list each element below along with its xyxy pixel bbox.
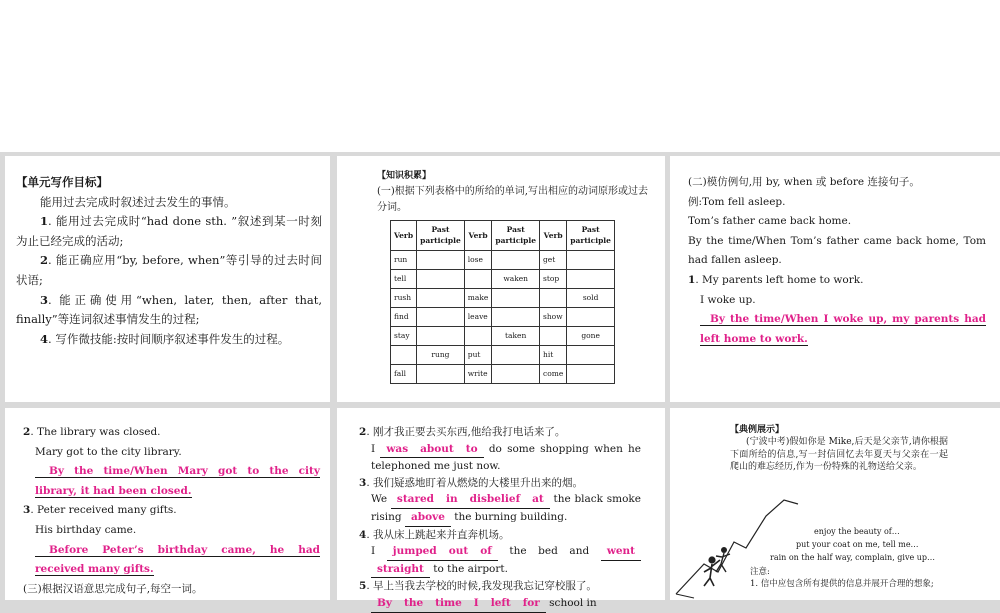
answer-blank[interactable]: above bbox=[405, 509, 451, 527]
table-header-row bbox=[391, 220, 615, 250]
goal-intro: 能用过去完成时叙述过去发生的事情。 bbox=[40, 194, 236, 209]
table-cell: make bbox=[464, 288, 492, 307]
goal-item-2: 2. 能正确应用“by, before, when”等引导的过去时间状语; bbox=[16, 253, 322, 287]
table-row bbox=[391, 364, 615, 383]
table-cell: get bbox=[540, 250, 567, 269]
example-line-3: By the time/When Tom’s father came back home, Tom had fallen asleep. bbox=[688, 234, 986, 267]
answer-blank[interactable]: was bbox=[380, 441, 414, 459]
answer-blank[interactable]: for bbox=[517, 595, 546, 613]
translation-completion-panel bbox=[337, 408, 665, 609]
sentence-5-english: By the time I left for school in bbox=[359, 595, 641, 613]
table-cell: come bbox=[540, 364, 567, 383]
answer-blank[interactable]: in bbox=[440, 491, 464, 509]
table-cell: stop bbox=[540, 269, 567, 288]
section-heading: 【知识积累】 bbox=[377, 171, 432, 181]
table-row bbox=[391, 250, 615, 269]
sentence-combining-panel bbox=[670, 156, 1000, 402]
table-cell bbox=[567, 307, 615, 326]
answer-blank[interactable]: jumped bbox=[387, 543, 443, 561]
answer-blank[interactable]: out bbox=[443, 543, 475, 561]
writing-prompt: (宁波中考)假如你是 Mike,后天是父亲节,请你根据下面所给的信息,写一封信回忆去年夏天与父亲在一起爬山的难忘经历,作为一份特殊的礼物送给父亲。 bbox=[730, 437, 948, 473]
knowledge-panel bbox=[337, 156, 665, 402]
col-header: Verb bbox=[391, 220, 417, 250]
hint-1: enjoy the beauty of… bbox=[814, 527, 900, 536]
table-cell: gone bbox=[567, 326, 615, 345]
table-cell bbox=[417, 326, 465, 345]
sentence-4-chinese: 4. 我从床上跳起来并直奔机场。 bbox=[359, 528, 510, 541]
table-cell: rush bbox=[391, 288, 417, 307]
col-header: Past participle bbox=[492, 220, 540, 250]
answer-3: Before Peter’s birthday came, he had received many gifts. bbox=[35, 543, 320, 576]
note-label: 注意: bbox=[750, 567, 770, 577]
table-row bbox=[391, 269, 615, 288]
table-cell: hit bbox=[540, 345, 567, 364]
sentence-2-chinese: 2. 刚才我正要去买东西,他给我打电话来了。 bbox=[359, 426, 566, 438]
goal-item-1: 1. 能用过去完成时“had done sth. ”叙述到某一时刻为止已经完成的活动; bbox=[16, 214, 322, 248]
table-row bbox=[391, 345, 615, 364]
table-cell: waken bbox=[492, 269, 540, 288]
answer-blank[interactable]: about bbox=[414, 441, 460, 459]
table-cell: taken bbox=[492, 326, 540, 345]
table-cell bbox=[492, 307, 540, 326]
goal-item-4: 4. 写作微技能:按时间顺序叙述事件发生的过程。 bbox=[40, 331, 290, 346]
table-cell: fall bbox=[391, 364, 417, 383]
table-cell: rung bbox=[417, 345, 465, 364]
table-cell: sold bbox=[567, 288, 615, 307]
table-row bbox=[391, 326, 615, 345]
table-cell bbox=[417, 250, 465, 269]
sentence-4-english: I jumped out of the bed and went straight to the airport. bbox=[359, 543, 641, 578]
section-heading: 【典例展示】 bbox=[730, 425, 785, 435]
answer-blank[interactable]: of bbox=[474, 543, 498, 561]
answer-2: By the time/When Mary got to the city library, it had been closed. bbox=[35, 465, 320, 497]
table-cell bbox=[567, 345, 615, 364]
table-cell: tell bbox=[391, 269, 417, 288]
top-blank-area bbox=[0, 0, 1000, 152]
table-cell: leave bbox=[464, 307, 492, 326]
hint-2: put your coat on me, tell me… bbox=[796, 540, 919, 549]
answer-blank[interactable]: left bbox=[485, 595, 517, 613]
table-cell bbox=[492, 345, 540, 364]
table-cell bbox=[464, 326, 492, 345]
sentence-2-english: I was about to do some shopping when he telephoned me just now. bbox=[371, 442, 641, 473]
table-cell bbox=[567, 364, 615, 383]
example-line-1: 例:Tom fell asleep. bbox=[688, 195, 786, 208]
model-example-panel bbox=[670, 408, 1000, 600]
table-cell bbox=[540, 288, 567, 307]
sentence-3-english: We stared in disbelief at the black smoke rising above the burning building. bbox=[359, 491, 641, 526]
col-header: Verb bbox=[540, 220, 567, 250]
sentence-combining-continued-panel bbox=[5, 408, 330, 600]
table-cell: stay bbox=[391, 326, 417, 345]
question-1-line-2: I woke up. bbox=[700, 293, 756, 306]
writing-goals-panel bbox=[5, 156, 330, 402]
table-cell bbox=[417, 288, 465, 307]
example-line-2: Tom’s father came back home. bbox=[688, 215, 852, 228]
table-cell bbox=[391, 345, 417, 364]
col-header: Past participle bbox=[567, 220, 615, 250]
table-cell bbox=[417, 307, 465, 326]
table-cell bbox=[540, 326, 567, 345]
table-cell bbox=[567, 250, 615, 269]
answer-blank[interactable]: I bbox=[468, 595, 485, 613]
table-cell: find bbox=[391, 307, 417, 326]
table-cell bbox=[492, 250, 540, 269]
question-2: 2. The library was closed. bbox=[23, 426, 161, 438]
table-cell: show bbox=[540, 307, 567, 326]
table-cell: run bbox=[391, 250, 417, 269]
verb-table bbox=[390, 220, 615, 384]
table-cell: put bbox=[464, 345, 492, 364]
goal-item-3: 3. 能正确使用“when, later, then, after that, finally”等连词叙述事情发生的过程; bbox=[16, 292, 322, 327]
col-header: Past participle bbox=[417, 220, 465, 250]
table-cell: write bbox=[464, 364, 492, 383]
sentence-5-chinese: 5. 早上当我去学校的时候,我发现我忘记穿校服了。 bbox=[359, 580, 597, 593]
question-3-line-2: His birthday came. bbox=[35, 523, 137, 536]
table-cell bbox=[417, 364, 465, 383]
table-row bbox=[391, 307, 615, 326]
section-heading: (三)根据汉语意思完成句子,每空一词。 bbox=[23, 582, 203, 595]
table-row bbox=[391, 288, 615, 307]
answer-blank[interactable]: stared bbox=[391, 491, 440, 509]
table-instruction: (一)根据下列表格中的所给的单词,写出相应的动词原形或过去分词。 bbox=[377, 185, 648, 213]
table-cell bbox=[492, 288, 540, 307]
section-heading: (二)模仿例句,用 by, when 或 before 连接句子。 bbox=[688, 176, 920, 188]
answer-blank[interactable]: time bbox=[429, 595, 468, 613]
col-header: Verb bbox=[464, 220, 492, 250]
note-1: 1. 信中应包含所有提供的信息并展开合理的想象; bbox=[750, 579, 934, 589]
answer-blank[interactable]: disbelief bbox=[464, 491, 526, 509]
sentence-3-chinese: 3. 我们疑惑地盯着从燃烧的大楼里升出来的烟。 bbox=[359, 476, 583, 489]
answer-1: By the time/When I woke up, my parents had left home to work. bbox=[700, 313, 986, 345]
answer-blank[interactable]: straight bbox=[371, 561, 430, 579]
hint-3: rain on the half way, complain, give up… bbox=[770, 553, 936, 562]
table-cell bbox=[464, 269, 492, 288]
answer-blank[interactable]: at bbox=[526, 491, 550, 509]
answer-blank[interactable]: went bbox=[601, 543, 641, 561]
answer-blank[interactable]: By bbox=[371, 595, 398, 613]
question-1: 1. My parents left home to work. bbox=[688, 273, 864, 286]
answer-blank[interactable]: to bbox=[460, 441, 484, 459]
table-cell bbox=[417, 269, 465, 288]
table-cell: lose bbox=[464, 250, 492, 269]
table-cell bbox=[567, 269, 615, 288]
answer-blank[interactable]: the bbox=[398, 595, 429, 613]
section-heading: 【单元写作目标】 bbox=[16, 175, 108, 189]
question-2-line-2: Mary got to the city library. bbox=[35, 445, 182, 458]
table-cell bbox=[492, 364, 540, 383]
question-3: 3. Peter received many gifts. bbox=[23, 504, 177, 517]
